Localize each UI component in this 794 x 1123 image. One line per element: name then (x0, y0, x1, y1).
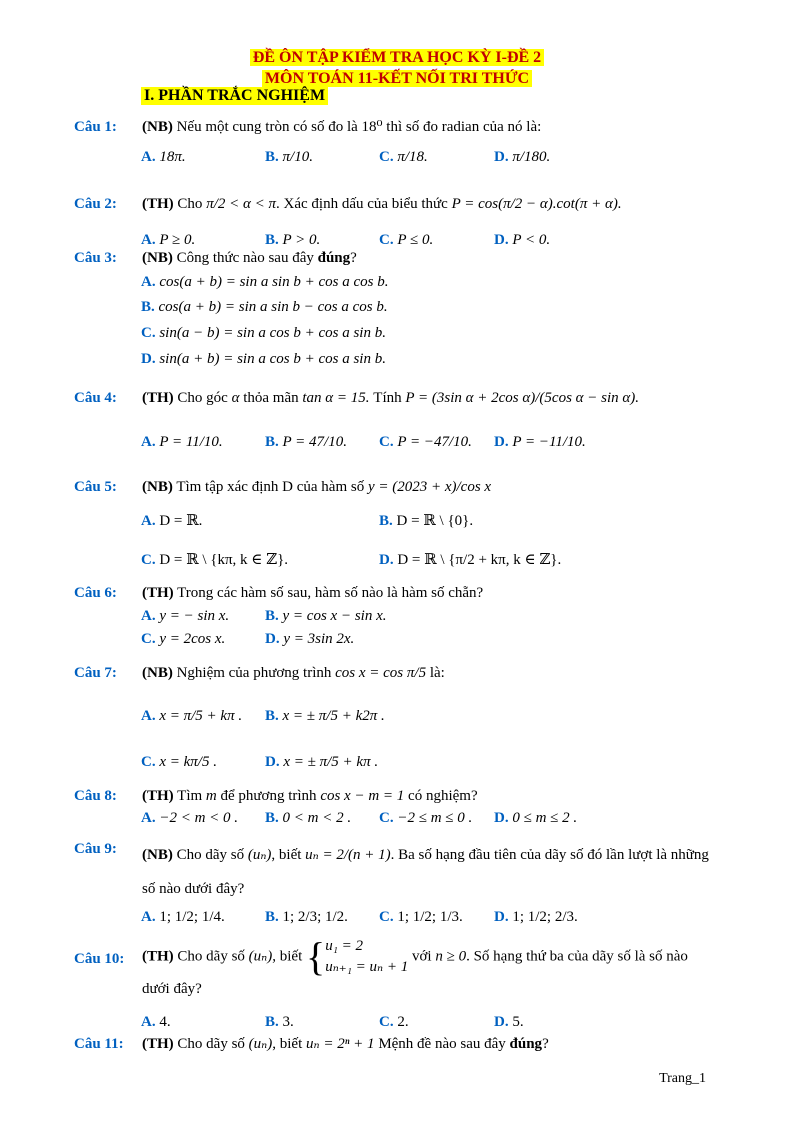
q3-option-c[interactable]: C. sin(a − b) = sin a cos b + cos a sin b. (141, 325, 386, 341)
q4-option-d[interactable]: D. P = −11/10. (494, 434, 586, 450)
system-brace: { (306, 934, 326, 979)
q7-option-b[interactable]: B. x = ± π/5 + k2π . (265, 708, 385, 724)
q1-option-c[interactable]: C. π/18. (379, 149, 428, 165)
q9-option-c[interactable]: C. 1; 1/2; 1/3. (379, 909, 463, 925)
q6-option-a[interactable]: A. y = − sin x. (141, 608, 230, 624)
q6-option-d[interactable]: D. y = 3sin 2x. (265, 631, 355, 647)
exam-subtitle: MÔN TOÁN 11-KẾT NỐI TRI THỨC (0, 69, 794, 89)
q7-option-a[interactable]: A. x = π/5 + kπ . (141, 708, 243, 724)
q9-option-a[interactable]: A. 1; 1/2; 1/4. (141, 909, 225, 925)
q2-option-a[interactable]: A. P ≥ 0. (141, 232, 196, 248)
q4-option-c[interactable]: C. P = −47/10. (379, 434, 472, 450)
q1-option-b[interactable]: B. π/10. (265, 149, 313, 165)
q9-option-d[interactable]: D. 1; 1/2; 2/3. (494, 909, 578, 925)
q5-option-a[interactable]: A. D = ℝ. (141, 513, 203, 529)
q5-option-b[interactable]: B. D = ℝ \ {0}. (379, 513, 474, 529)
q9-option-b[interactable]: B. 1; 2/3; 1/2. (265, 909, 348, 925)
q8-option-b[interactable]: B. 0 < m < 2 . (265, 810, 352, 826)
q3-option-b[interactable]: B. cos(a + b) = sin a sin b − cos a cos b. (141, 299, 388, 315)
q6-option-b[interactable]: B. y = cos x − sin x. (265, 608, 387, 624)
q3-option-d[interactable]: D. sin(a + b) = sin a cos b + cos a sin b. (141, 351, 386, 367)
q1-option-a[interactable]: A. 18π. (141, 149, 186, 165)
q1-option-d[interactable]: D. π/180. (494, 149, 551, 165)
q5-option-c[interactable]: C. D = ℝ \ {kπ, k ∈ ℤ}. (141, 552, 289, 568)
q7-option-c[interactable]: C. x = kπ/5 . (141, 754, 217, 770)
q2-option-b[interactable]: B. P > 0. (265, 232, 321, 248)
q10-option-c[interactable]: C. 2. (379, 1014, 409, 1030)
q6-option-c[interactable]: C. y = 2cos x. (141, 631, 226, 647)
q10-option-a[interactable]: A. 4. (141, 1014, 171, 1030)
exam-title: ĐỀ ÔN TẬP KIỂM TRA HỌC KỲ I-ĐỀ 2 (0, 48, 794, 68)
q7-option-d[interactable]: D. x = ± π/5 + kπ . (265, 754, 379, 770)
page-footer: Trang_1 (659, 1071, 706, 1086)
q3-option-a[interactable]: A. cos(a + b) = sin a sin b + cos a cos b. (141, 274, 389, 290)
exam-page: ĐỀ ÔN TẬP KIỂM TRA HỌC KỲ I-ĐỀ 2 MÔN TOÁN 11-KẾT NỐI TRI THỨC I. PHẦN TRẮC NGHIỆM Câu 1: (NB) Nếu một cung tròn có số đo là 18⁰ thì số đo radian của nó là: A. 18π. B. π/10. C. π/18. D. π/180. Câu 2: (TH) Cho π/2 < α < π. Xác định dấu của biểu thức P = cos(π/2 − α).cot(π + α). A. P ≥ 0. B. P > 0. C. P ≤ 0. D. P < 0. Câu 3: (NB) Công thức nào sau đây đúng? A. cos(a + b) = sin a sin b + cos a cos b. B. cos(a + b) = sin a sin b − cos a cos b. C. sin(a − b) = sin a cos b + cos a sin b. D. sin(a + b) = sin a cos b + cos a sin b. Câu 4: (TH) Cho góc α thỏa mãn tan α = 15. Tính P = (3sin α + 2cos α)/(5cos α − sin α). A. P = 11/10. B. P = 47/10. C. P = −47/10. D. P = −11/10. Câu 5: (NB) Tìm tập xác định D của hàm số y = (2023 + x)/cos x A. D = ℝ. B. D = ℝ \ {0}. C. D = ℝ \ {kπ, k ∈ ℤ}. D. D = ℝ \ {π/2 + kπ, k ∈ ℤ}. Câu 6: (TH) Trong các hàm số sau, hàm số nào là hàm số chẵn? A. y = − sin x. B. y = cos x − sin x. C. y = 2cos x. D. y = 3sin 2x. Câu 7: (NB) Nghiệm của phương trình cos x = cos π/5 là: A. x = π/5 + kπ . B. x = ± π/5 + k2π . C. x = kπ/5 . D. x = ± π/5 + kπ . Câu 8: (TH) Tìm m để phương trình cos x − m = 1 có nghiệm? A. −2 < m < 0 . B. 0 < m < 2 . C. −2 ≤ m ≤ 0 . D. 0 ≤ m ≤ 2 . Câu 9: (NB) Cho dãy số (uₙ), biết uₙ = 2/(n + 1). Ba số hạng đầu tiên của dãy số đó lần lượt là những số nào dưới đây? A. 1; 1/2; 1/4. B. 1; 2/3; 1/2. C. 1; 1/2; 1/3. D. 1; 1/2; 2/3. Câu 10: (TH) Cho dãy số (uₙ), biết { u₁ = 2 uₙ₊₁ = uₙ + 1 với n ≥ 0. Số hạng thứ ba của dãy số là số nào dưới đây? A. 4. B. 3. C. 2. D. 5. Câu 11: (TH) Cho dãy số (uₙ), biết uₙ = 2ⁿ + 1 Mệnh đề nào sau đây đúng? Trang_1 (0, 0, 794, 1123)
q8-option-c[interactable]: C. −2 ≤ m ≤ 0 . (379, 810, 473, 826)
q10-option-d[interactable]: D. 5. (494, 1014, 524, 1030)
q4-option-a[interactable]: A. P = 11/10. (141, 434, 223, 450)
q5-option-d[interactable]: D. D = ℝ \ {π/2 + kπ, k ∈ ℤ}. (379, 552, 562, 568)
q4-option-b[interactable]: B. P = 47/10. (265, 434, 347, 450)
q2-option-c[interactable]: C. P ≤ 0. (379, 232, 434, 248)
q2-option-d[interactable]: D. P < 0. (494, 232, 551, 248)
q8-option-d[interactable]: D. 0 ≤ m ≤ 2 . (494, 810, 578, 826)
q8-option-a[interactable]: A. −2 < m < 0 . (141, 810, 239, 826)
q10-option-b[interactable]: B. 3. (265, 1014, 294, 1030)
section-heading: I. PHẦN TRẮC NGHIỆM (141, 87, 328, 105)
recurrence-system: u₁ = 2 uₙ₊₁ = uₙ + 1 (325, 938, 409, 975)
